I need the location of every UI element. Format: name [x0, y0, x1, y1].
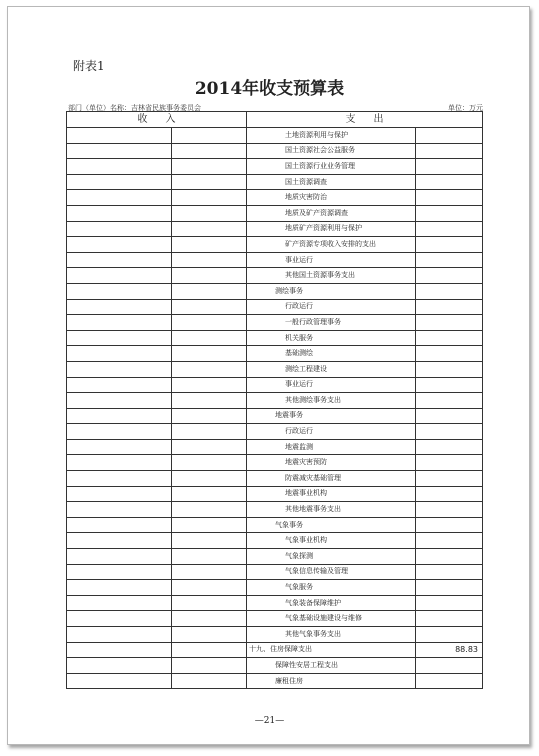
- expenditure-item-cell: 其他国土资源事务支出: [247, 268, 416, 284]
- expenditure-item-cell: 国土资源行业业务管理: [247, 159, 416, 175]
- table-row: [67, 564, 483, 580]
- income-item-cell: [67, 174, 172, 190]
- income-item-cell: [67, 299, 172, 315]
- expenditure-item-cell: 其他测绘事务支出: [247, 393, 416, 409]
- table-row: [67, 346, 483, 362]
- income-item-cell: [67, 673, 172, 689]
- expenditure-amount-cell: [416, 502, 483, 518]
- expenditure-item-cell: 地质灾害防治: [247, 190, 416, 206]
- expenditure-amount-cell: [416, 439, 483, 455]
- income-amount-cell: [172, 611, 247, 627]
- income-amount-cell: [172, 502, 247, 518]
- table-row: [67, 330, 483, 346]
- income-amount-cell: [172, 408, 247, 424]
- expenditure-item-cell: 一般行政管理事务: [247, 315, 416, 331]
- expenditure-amount-cell: [416, 673, 483, 689]
- income-item-cell: [67, 408, 172, 424]
- expenditure-amount-cell: [416, 424, 483, 440]
- expenditure-amount-cell: [416, 455, 483, 471]
- income-amount-cell: [172, 455, 247, 471]
- expenditure-item-cell: 机关服务: [247, 330, 416, 346]
- expenditure-amount-cell: [416, 471, 483, 487]
- expenditure-item-cell: 测绘工程建设: [247, 361, 416, 377]
- table-row: [67, 642, 483, 658]
- department-name: 部门（单位）名称：吉林省民族事务委员会: [68, 104, 201, 112]
- income-amount-cell: [172, 658, 247, 674]
- income-item-cell: [67, 580, 172, 596]
- income-item-cell: [67, 658, 172, 674]
- expenditure-amount-cell: [416, 174, 483, 190]
- income-item-cell: [67, 205, 172, 221]
- income-amount-cell: [172, 299, 247, 315]
- expenditure-item-cell: 气象服务: [247, 580, 416, 596]
- expenditure-amount-cell: [416, 377, 483, 393]
- expenditure-item-cell: 地震监测: [247, 439, 416, 455]
- expenditure-amount-cell: 88.83: [416, 642, 483, 658]
- table-row: [67, 471, 483, 487]
- table-row: [67, 221, 483, 237]
- table-row: [67, 190, 483, 206]
- income-item-cell: [67, 642, 172, 658]
- table-row: [67, 595, 483, 611]
- income-item-cell: [67, 361, 172, 377]
- table-row: [67, 658, 483, 674]
- expenditure-item-cell: 地震事务: [247, 408, 416, 424]
- table-row: [67, 611, 483, 627]
- expenditure-amount-cell: [416, 330, 483, 346]
- income-item-cell: [67, 502, 172, 518]
- income-item-cell: [67, 159, 172, 175]
- unit-label: 单位：万元: [448, 104, 483, 112]
- table-row: [67, 627, 483, 643]
- income-amount-cell: [172, 439, 247, 455]
- expenditure-amount-cell: [416, 408, 483, 424]
- table-row: [67, 315, 483, 331]
- income-item-cell: [67, 268, 172, 284]
- table-row: [67, 673, 483, 689]
- expenditure-amount-cell: [416, 611, 483, 627]
- expenditure-item-cell: 国土资源调查: [247, 174, 416, 190]
- expenditure-amount-cell: [416, 658, 483, 674]
- expenditure-item-cell: 基础测绘: [247, 346, 416, 362]
- expenditure-item-cell: 测绘事务: [247, 283, 416, 299]
- table-row: [67, 439, 483, 455]
- income-amount-cell: [172, 143, 247, 159]
- income-item-cell: [67, 221, 172, 237]
- table-row: [67, 159, 483, 175]
- expenditure-header: 支出: [247, 112, 483, 128]
- income-amount-cell: [172, 673, 247, 689]
- income-amount-cell: [172, 517, 247, 533]
- income-amount-cell: [172, 221, 247, 237]
- income-item-cell: [67, 471, 172, 487]
- income-item-cell: [67, 455, 172, 471]
- expenditure-amount-cell: [416, 595, 483, 611]
- income-header: 收入: [67, 112, 247, 128]
- income-amount-cell: [172, 393, 247, 409]
- table-row: [67, 361, 483, 377]
- expenditure-item-cell: 十九、住房保障支出: [247, 642, 416, 658]
- income-item-cell: [67, 439, 172, 455]
- expenditure-amount-cell: [416, 346, 483, 362]
- table-row: [67, 580, 483, 596]
- expenditure-amount-cell: [416, 564, 483, 580]
- table-row: [67, 252, 483, 268]
- table-row: [67, 299, 483, 315]
- income-amount-cell: [172, 642, 247, 658]
- expenditure-item-cell: 其他气象事务支出: [247, 627, 416, 643]
- income-item-cell: [67, 564, 172, 580]
- expenditure-amount-cell: [416, 517, 483, 533]
- income-amount-cell: [172, 330, 247, 346]
- income-item-cell: [67, 611, 172, 627]
- income-amount-cell: [172, 549, 247, 565]
- page-number: —21—: [254, 716, 285, 726]
- income-item-cell: [67, 315, 172, 331]
- income-amount-cell: [172, 627, 247, 643]
- income-amount-cell: [172, 174, 247, 190]
- table-row: [67, 486, 483, 502]
- expenditure-item-cell: 地震事业机构: [247, 486, 416, 502]
- table-row: [67, 205, 483, 221]
- page-title: 2014年收支预算表: [194, 79, 345, 99]
- income-item-cell: [67, 252, 172, 268]
- table-row: [67, 502, 483, 518]
- income-amount-cell: [172, 533, 247, 549]
- expenditure-item-cell: 矿产资源专项收入安排的支出: [247, 237, 416, 253]
- table-row: [67, 174, 483, 190]
- income-item-cell: [67, 143, 172, 159]
- income-amount-cell: [172, 580, 247, 596]
- income-amount-cell: [172, 205, 247, 221]
- table-header-row: [67, 112, 483, 128]
- expenditure-item-cell: 行政运行: [247, 299, 416, 315]
- income-item-cell: [67, 128, 172, 144]
- expenditure-amount-cell: [416, 159, 483, 175]
- income-amount-cell: [172, 377, 247, 393]
- income-item-cell: [67, 330, 172, 346]
- table-row: [67, 283, 483, 299]
- income-item-cell: [67, 393, 172, 409]
- income-amount-cell: [172, 315, 247, 331]
- income-amount-cell: [172, 361, 247, 377]
- income-amount-cell: [172, 159, 247, 175]
- expenditure-amount-cell: [416, 533, 483, 549]
- income-item-cell: [67, 377, 172, 393]
- expenditure-item-cell: 行政运行: [247, 424, 416, 440]
- expenditure-amount-cell: [416, 580, 483, 596]
- expenditure-item-cell: 事业运行: [247, 252, 416, 268]
- expenditure-item-cell: 事业运行: [247, 377, 416, 393]
- table-row: [67, 424, 483, 440]
- table-row: [67, 533, 483, 549]
- table-row: [67, 549, 483, 565]
- income-amount-cell: [172, 283, 247, 299]
- expenditure-amount-cell: [416, 549, 483, 565]
- expenditure-item-cell: 防震减灾基础管理: [247, 471, 416, 487]
- expenditure-amount-cell: [416, 143, 483, 159]
- income-amount-cell: [172, 190, 247, 206]
- table-row: [67, 377, 483, 393]
- table-row: [67, 455, 483, 471]
- income-item-cell: [67, 486, 172, 502]
- expenditure-amount-cell: [416, 299, 483, 315]
- income-amount-cell: [172, 564, 247, 580]
- income-item-cell: [67, 595, 172, 611]
- expenditure-amount-cell: [416, 315, 483, 331]
- expenditure-amount-cell: [416, 393, 483, 409]
- expenditure-item-cell: 气象信息传输及管理: [247, 564, 416, 580]
- table-row: [67, 268, 483, 284]
- table-row: [67, 237, 483, 253]
- expenditure-item-cell: 气象事务: [247, 517, 416, 533]
- expenditure-amount-cell: [416, 205, 483, 221]
- expenditure-item-cell: 土地资源利用与保护: [247, 128, 416, 144]
- income-amount-cell: [172, 128, 247, 144]
- expenditure-item-cell: 廉租住房: [247, 673, 416, 689]
- expenditure-item-cell: 其他地震事务支出: [247, 502, 416, 518]
- expenditure-amount-cell: [416, 486, 483, 502]
- table-row: [67, 143, 483, 159]
- income-amount-cell: [172, 252, 247, 268]
- income-item-cell: [67, 346, 172, 362]
- income-item-cell: [67, 533, 172, 549]
- expenditure-item-cell: 地震灾害预防: [247, 455, 416, 471]
- appendix-label: 附表1: [73, 59, 105, 73]
- income-item-cell: [67, 627, 172, 643]
- income-amount-cell: [172, 268, 247, 284]
- expenditure-amount-cell: [416, 283, 483, 299]
- income-amount-cell: [172, 424, 247, 440]
- expenditure-item-cell: 气象探测: [247, 549, 416, 565]
- table-row: [67, 408, 483, 424]
- expenditure-amount-cell: [416, 128, 483, 144]
- expenditure-amount-cell: [416, 268, 483, 284]
- budget-table: [66, 111, 483, 689]
- income-item-cell: [67, 549, 172, 565]
- table-row: [67, 517, 483, 533]
- expenditure-item-cell: 气象基础设施建设与维修: [247, 611, 416, 627]
- income-item-cell: [67, 237, 172, 253]
- expenditure-amount-cell: [416, 361, 483, 377]
- income-amount-cell: [172, 471, 247, 487]
- expenditure-amount-cell: [416, 627, 483, 643]
- expenditure-item-cell: 气象事业机构: [247, 533, 416, 549]
- income-item-cell: [67, 283, 172, 299]
- expenditure-item-cell: 保障性安居工程支出: [247, 658, 416, 674]
- income-item-cell: [67, 424, 172, 440]
- income-amount-cell: [172, 237, 247, 253]
- expenditure-amount-cell: [416, 190, 483, 206]
- expenditure-item-cell: 国土资源社会公益服务: [247, 143, 416, 159]
- income-item-cell: [67, 190, 172, 206]
- expenditure-amount-cell: [416, 237, 483, 253]
- income-amount-cell: [172, 595, 247, 611]
- income-amount-cell: [172, 486, 247, 502]
- expenditure-amount-cell: [416, 252, 483, 268]
- table-row: [67, 128, 483, 144]
- expenditure-amount-cell: [416, 221, 483, 237]
- income-amount-cell: [172, 346, 247, 362]
- table-row: [67, 393, 483, 409]
- expenditure-item-cell: 地质及矿产资源调查: [247, 205, 416, 221]
- expenditure-item-cell: 地质矿产资源利用与保护: [247, 221, 416, 237]
- income-item-cell: [67, 517, 172, 533]
- expenditure-item-cell: 气象装备保障维护: [247, 595, 416, 611]
